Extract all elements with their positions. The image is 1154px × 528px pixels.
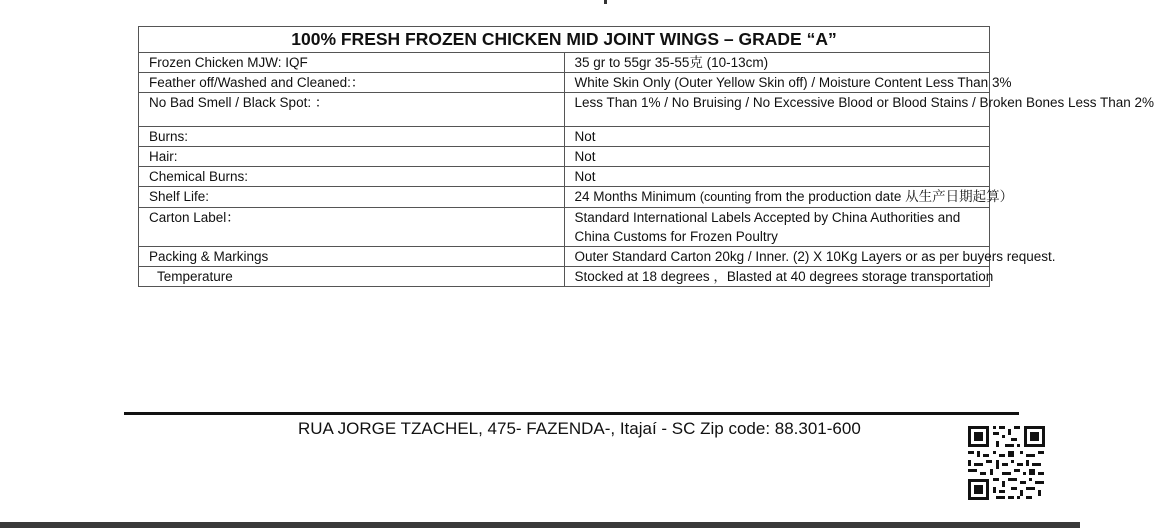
table-row [139, 93, 990, 127]
row-value: Stocked at 18 degrees ，Blasted at 40 degrees storage transportation [564, 267, 990, 287]
table-row [139, 208, 990, 247]
row-label: Packing & Markings [139, 247, 565, 267]
table-row [139, 147, 990, 167]
row-value: 35 gr to 55gr 35-55克 (10-13cm) [564, 53, 990, 73]
table-row [139, 267, 990, 287]
table-row [139, 127, 990, 147]
table-row [139, 53, 990, 73]
row-value: Outer Standard Carton 20kg / Inner. (2) X 10Kg Layers or as per buyers request. [564, 247, 990, 267]
footer-address: RUA JORGE TZACHEL, 475- FAZENDA-, Itajaí - SC Zip code: 88.301-600 [298, 419, 861, 438]
row-label: Carton Label： [139, 208, 565, 247]
footer-divider [124, 412, 1019, 415]
row-label: Temperature [139, 267, 565, 287]
table-row [139, 187, 990, 208]
table-title: 100% FRESH FROZEN CHICKEN MID JOINT WINGS – GRADE “A” [139, 27, 990, 53]
row-value: Not [564, 127, 990, 147]
row-label: Shelf Life: [139, 187, 565, 208]
shelf-life-note: (counting [699, 190, 752, 204]
row-label: Chemical Burns: [139, 167, 565, 187]
row-label: Feather off/Washed and Cleaned:： [139, 73, 565, 93]
row-label: Frozen Chicken MJW: IQF [139, 53, 565, 73]
shelf-life-rest: from the production date 从生产日期起算） [755, 189, 1014, 204]
table-row [139, 247, 990, 267]
qr-code-icon [966, 424, 1047, 502]
row-value: Not [564, 147, 990, 167]
row-label: No Bad Smell / Black Spot: ： [139, 93, 565, 127]
row-label: Hair: [139, 147, 565, 167]
row-value [564, 187, 1014, 208]
shelf-life-main: 24 Months Minimum [574, 189, 697, 204]
bottom-bar [0, 522, 1080, 528]
spec-table [138, 26, 1154, 287]
row-label: Burns: [139, 127, 565, 147]
table-row [139, 73, 990, 93]
row-value: White Skin Only (Outer Yellow Skin off) / Moisture Content Less Than 3% [564, 73, 990, 93]
row-value: Less Than 1% / No Bruising / No Excessive Blood or Blood Stains / Broken Bones Less Than 2% [564, 93, 990, 127]
top-page-mark [604, 0, 607, 4]
table-row [139, 167, 990, 187]
row-value: Not [564, 167, 990, 187]
row-value: Standard International Labels Accepted by China Authorities and China Customs for Frozen Poultry [564, 208, 990, 247]
table-title-row [139, 27, 990, 53]
